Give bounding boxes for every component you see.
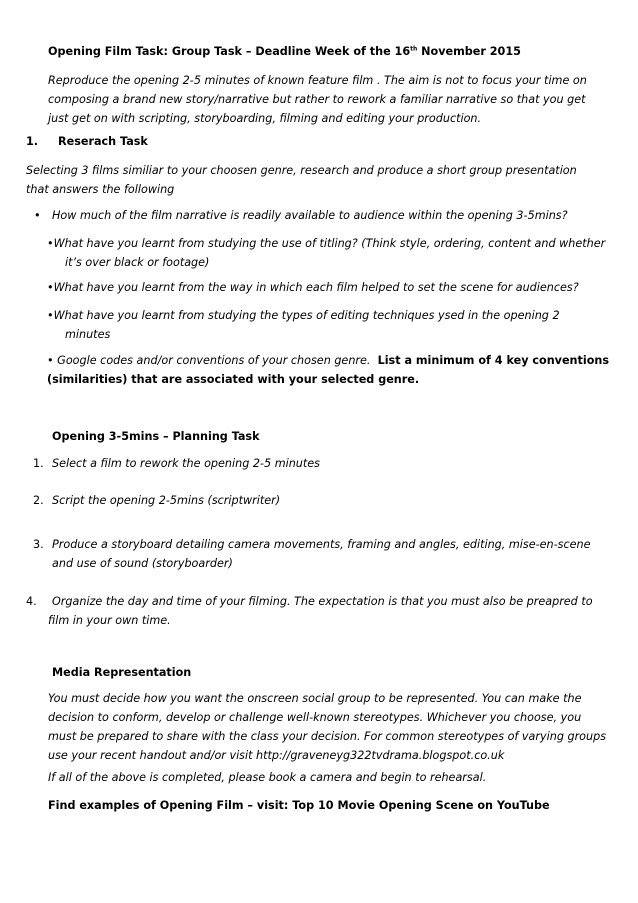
question-2-line: •What have you learnt from studying the use of titling? (Think style, ordering, content and whether [47, 237, 606, 250]
find-examples: Find examples of Opening Film – visit: Top 10 Movie Opening Scene on YouTube [48, 799, 550, 812]
research-desc-line: that answers the following [26, 183, 175, 196]
planning-item-3-line: and use of sound (storyboarder) [52, 557, 233, 570]
media-line: You must decide how you want the onscreen social group to be represented. You can make the [48, 692, 582, 705]
question-4-line: minutes [65, 328, 111, 341]
question-5-line2: (similarities) that are associated with your selected genre. [47, 373, 420, 386]
question-2-line: it’s over black or footage) [65, 256, 210, 269]
media-line: must be prepared to share with the class your decision. For common stereotypes of varying groups [48, 730, 607, 743]
planning-item-4-number: 4. [26, 595, 37, 608]
media-heading: Media Representation [52, 666, 192, 679]
planning-item-3-line: Produce a storyboard detailing camera movements, framing and angles, editing, mise-en-scene [52, 538, 591, 551]
planning-item-4-line: Organize the day and time of your filming. The expectation is that you must also be preapred to [52, 595, 593, 608]
research-heading: Reserach Task [58, 135, 148, 148]
planning-item-3 [52, 535, 591, 573]
media-paragraph [48, 689, 606, 765]
planning-item-1-number: 1. [33, 457, 44, 470]
question-5: • Google codes and/or conventions of your chosen genre. List a minimum of 4 key conventions [47, 354, 610, 367]
intro-line: composing a brand new story/narrative but rather to rework a familiar narrative so that you get [48, 93, 586, 106]
question-2 [47, 234, 605, 272]
bullet: • [34, 209, 41, 222]
research-desc-line: Selecting 3 films similiar to your choosen genre, research and produce a short group presentation [26, 164, 577, 177]
media-line: decision to conform, develop or challenge well-known stereotypes. Whichever you choose, you [48, 711, 582, 724]
research-description [26, 161, 577, 199]
intro-paragraph [48, 71, 587, 128]
intro-line: Reproduce the opening 2-5 minutes of known feature film . The aim is not to focus your time on [48, 74, 587, 87]
question-4 [47, 306, 560, 344]
planning-item-4 [48, 592, 593, 630]
question-3: •What have you learnt from the way in which each film helped to set the scene for audiences? [47, 281, 579, 294]
planning-heading: Opening 3-5mins – Planning Task [52, 430, 260, 443]
planning-item-2-number: 2. [33, 494, 44, 507]
research-number: 1. [26, 135, 39, 148]
page-title: Opening Film Task: Group Task – Deadline Week of the 16th November 2015 [48, 45, 521, 58]
planning-item-1: Select a film to rework the opening 2-5 minutes [52, 457, 320, 470]
media-line: use your recent handout and/or visit http://graveneyg322tvdrama.blogspot.co.uk [48, 749, 505, 762]
question-4-line: •What have you learnt from studying the types of editing techniques ysed in the opening 2 [47, 309, 560, 322]
planning-item-3-number: 3. [33, 538, 44, 551]
planning-item-2: Script the opening 2-5mins (scriptwriter) [52, 494, 281, 507]
booking-note: If all of the above is completed, please book a camera and begin to rehearsal. [48, 771, 487, 784]
question-1: How much of the film narrative is readily available to audience within the opening 3-5mins? [52, 209, 568, 222]
intro-line: just get on with scripting, storyboarding, filming and editing your production. [48, 112, 482, 125]
planning-item-4-line: film in your own time. [48, 614, 171, 627]
